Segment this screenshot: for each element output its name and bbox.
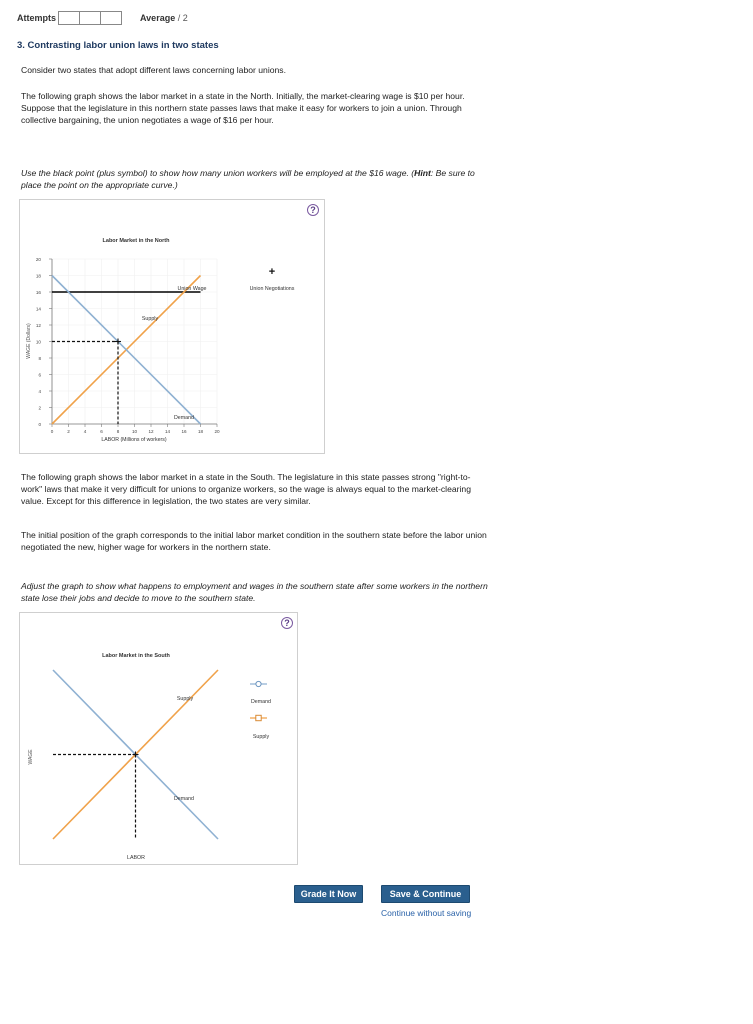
demand-label: Demand bbox=[173, 415, 195, 421]
supply-tool-handle-icon[interactable] bbox=[256, 715, 261, 720]
x-tick-label: 12 bbox=[148, 429, 154, 434]
attempts-label: Attempts bbox=[17, 13, 57, 23]
y-tick-label: 14 bbox=[35, 306, 41, 312]
average-denominator: / 2 bbox=[177, 13, 188, 23]
union-wage-label: Union Wage bbox=[177, 286, 207, 292]
x-tick-label: 16 bbox=[181, 429, 187, 434]
instruction-prefix: Use the black point (plus symbol) to show how many union workers will be employed at the $16 wage. ( bbox=[21, 168, 415, 178]
x-tick-label: 14 bbox=[164, 429, 171, 434]
demand-label: Demand bbox=[173, 796, 195, 802]
union-negotiations-tool[interactable] bbox=[250, 266, 295, 292]
supply-label: Supply bbox=[141, 316, 159, 322]
y-tick-label: 0 bbox=[38, 421, 41, 427]
average-score bbox=[140, 13, 188, 23]
south-instruction: Adjust the graph to show what happens to employment and wages in the southern state after some workers in the northern state lose their jobs and decide to move to the southern state. bbox=[21, 581, 488, 603]
x-tick-label: 0 bbox=[50, 429, 54, 434]
instruction-hint-label: Hint bbox=[414, 168, 431, 178]
x-tick-label: 10 bbox=[131, 429, 138, 434]
y-tick-label: 4 bbox=[38, 388, 41, 394]
y-tick-label: 10 bbox=[35, 339, 41, 345]
south-graph-panel bbox=[19, 612, 298, 865]
north-graph-panel bbox=[19, 199, 325, 454]
y-tick-label: 18 bbox=[35, 273, 41, 279]
instruction-suffix: : Be sure to place the point on the appropriate curve.) bbox=[21, 168, 475, 190]
attempt-box bbox=[79, 11, 101, 25]
x-tick-label: 6 bbox=[100, 429, 103, 434]
union-negotiations-label: Union Negotiations bbox=[249, 286, 295, 292]
help-icon[interactable]: ? bbox=[281, 617, 293, 629]
supply-tool-label: Supply bbox=[252, 734, 270, 740]
north-graph bbox=[20, 200, 326, 455]
attempt-box bbox=[58, 11, 80, 25]
north-instruction bbox=[21, 167, 491, 191]
y-tick-label: 12 bbox=[35, 322, 41, 328]
x-tick-label: 18 bbox=[197, 429, 204, 434]
north-graph-title: Labor Market in the North bbox=[102, 238, 170, 244]
north-y-axis-label: WAGE (Dollars) bbox=[26, 323, 32, 359]
south-description: The following graph shows the labor market in a state in the South. The legislature in this state passes strong "right-to-work" laws that make it very difficult for unions to organize workers, so the wage is always equal to the market-clearing value. Except for this difference in legislation, the two states are very similar. bbox=[21, 472, 471, 506]
demand-tool-handle-icon[interactable] bbox=[256, 681, 261, 686]
south-x-axis-label: LABOR bbox=[127, 855, 145, 861]
x-tick-label: 20 bbox=[214, 429, 220, 434]
south-graph bbox=[20, 613, 299, 866]
supply-label: Supply bbox=[176, 696, 194, 702]
x-tick-label: 2 bbox=[67, 429, 70, 434]
grade-it-now-button[interactable]: Grade It Now bbox=[294, 885, 363, 903]
continue-without-saving-link[interactable]: Continue without saving bbox=[381, 908, 472, 918]
save-and-continue-button[interactable]: Save & Continue bbox=[381, 885, 470, 903]
attempt-indicator bbox=[59, 11, 122, 25]
supply-shift-tool[interactable] bbox=[250, 715, 269, 740]
y-tick-label: 2 bbox=[38, 405, 41, 411]
south-y-axis-label: WAGE bbox=[28, 749, 34, 765]
help-icon[interactable]: ? bbox=[307, 204, 319, 216]
x-tick-label: 4 bbox=[83, 429, 87, 434]
demand-tool-label: Demand bbox=[250, 699, 272, 705]
y-tick-label: 8 bbox=[38, 355, 41, 361]
attempt-box bbox=[100, 11, 122, 25]
y-tick-label: 16 bbox=[35, 289, 41, 295]
attempts-bar bbox=[17, 10, 188, 26]
north-y-ticks bbox=[36, 257, 52, 427]
demand-shift-tool[interactable] bbox=[250, 681, 271, 705]
black-plus-point-icon[interactable]: + bbox=[268, 266, 276, 278]
north-x-axis-label: LABOR (Millions of workers) bbox=[101, 437, 167, 443]
north-description: The following graph shows the labor market in a state in the North. Initially, the market-clearing wage is $10 per hour. Suppose that the legislature in this northern state passes laws that make it easy for workers to join a union. Through collective bargaining, the union negotiates a wage of $16 per hour. bbox=[21, 91, 465, 125]
south-initial-text: The initial position of the graph corresponds to the initial labor market condition in the southern state before the labor union negotiated the new, higher wage for workers in the northern state. bbox=[21, 530, 487, 552]
question-title: 3. Contrasting labor union laws in two states bbox=[17, 40, 219, 51]
north-x-ticks bbox=[51, 424, 220, 434]
y-tick-label: 6 bbox=[38, 372, 41, 378]
y-tick-label: 20 bbox=[35, 256, 41, 262]
average-label: Average bbox=[140, 13, 176, 23]
x-tick-label: 8 bbox=[116, 429, 120, 434]
intro-text: Consider two states that adopt different laws concerning labor unions. bbox=[21, 65, 286, 75]
south-graph-title: Labor Market in the South bbox=[102, 653, 170, 659]
